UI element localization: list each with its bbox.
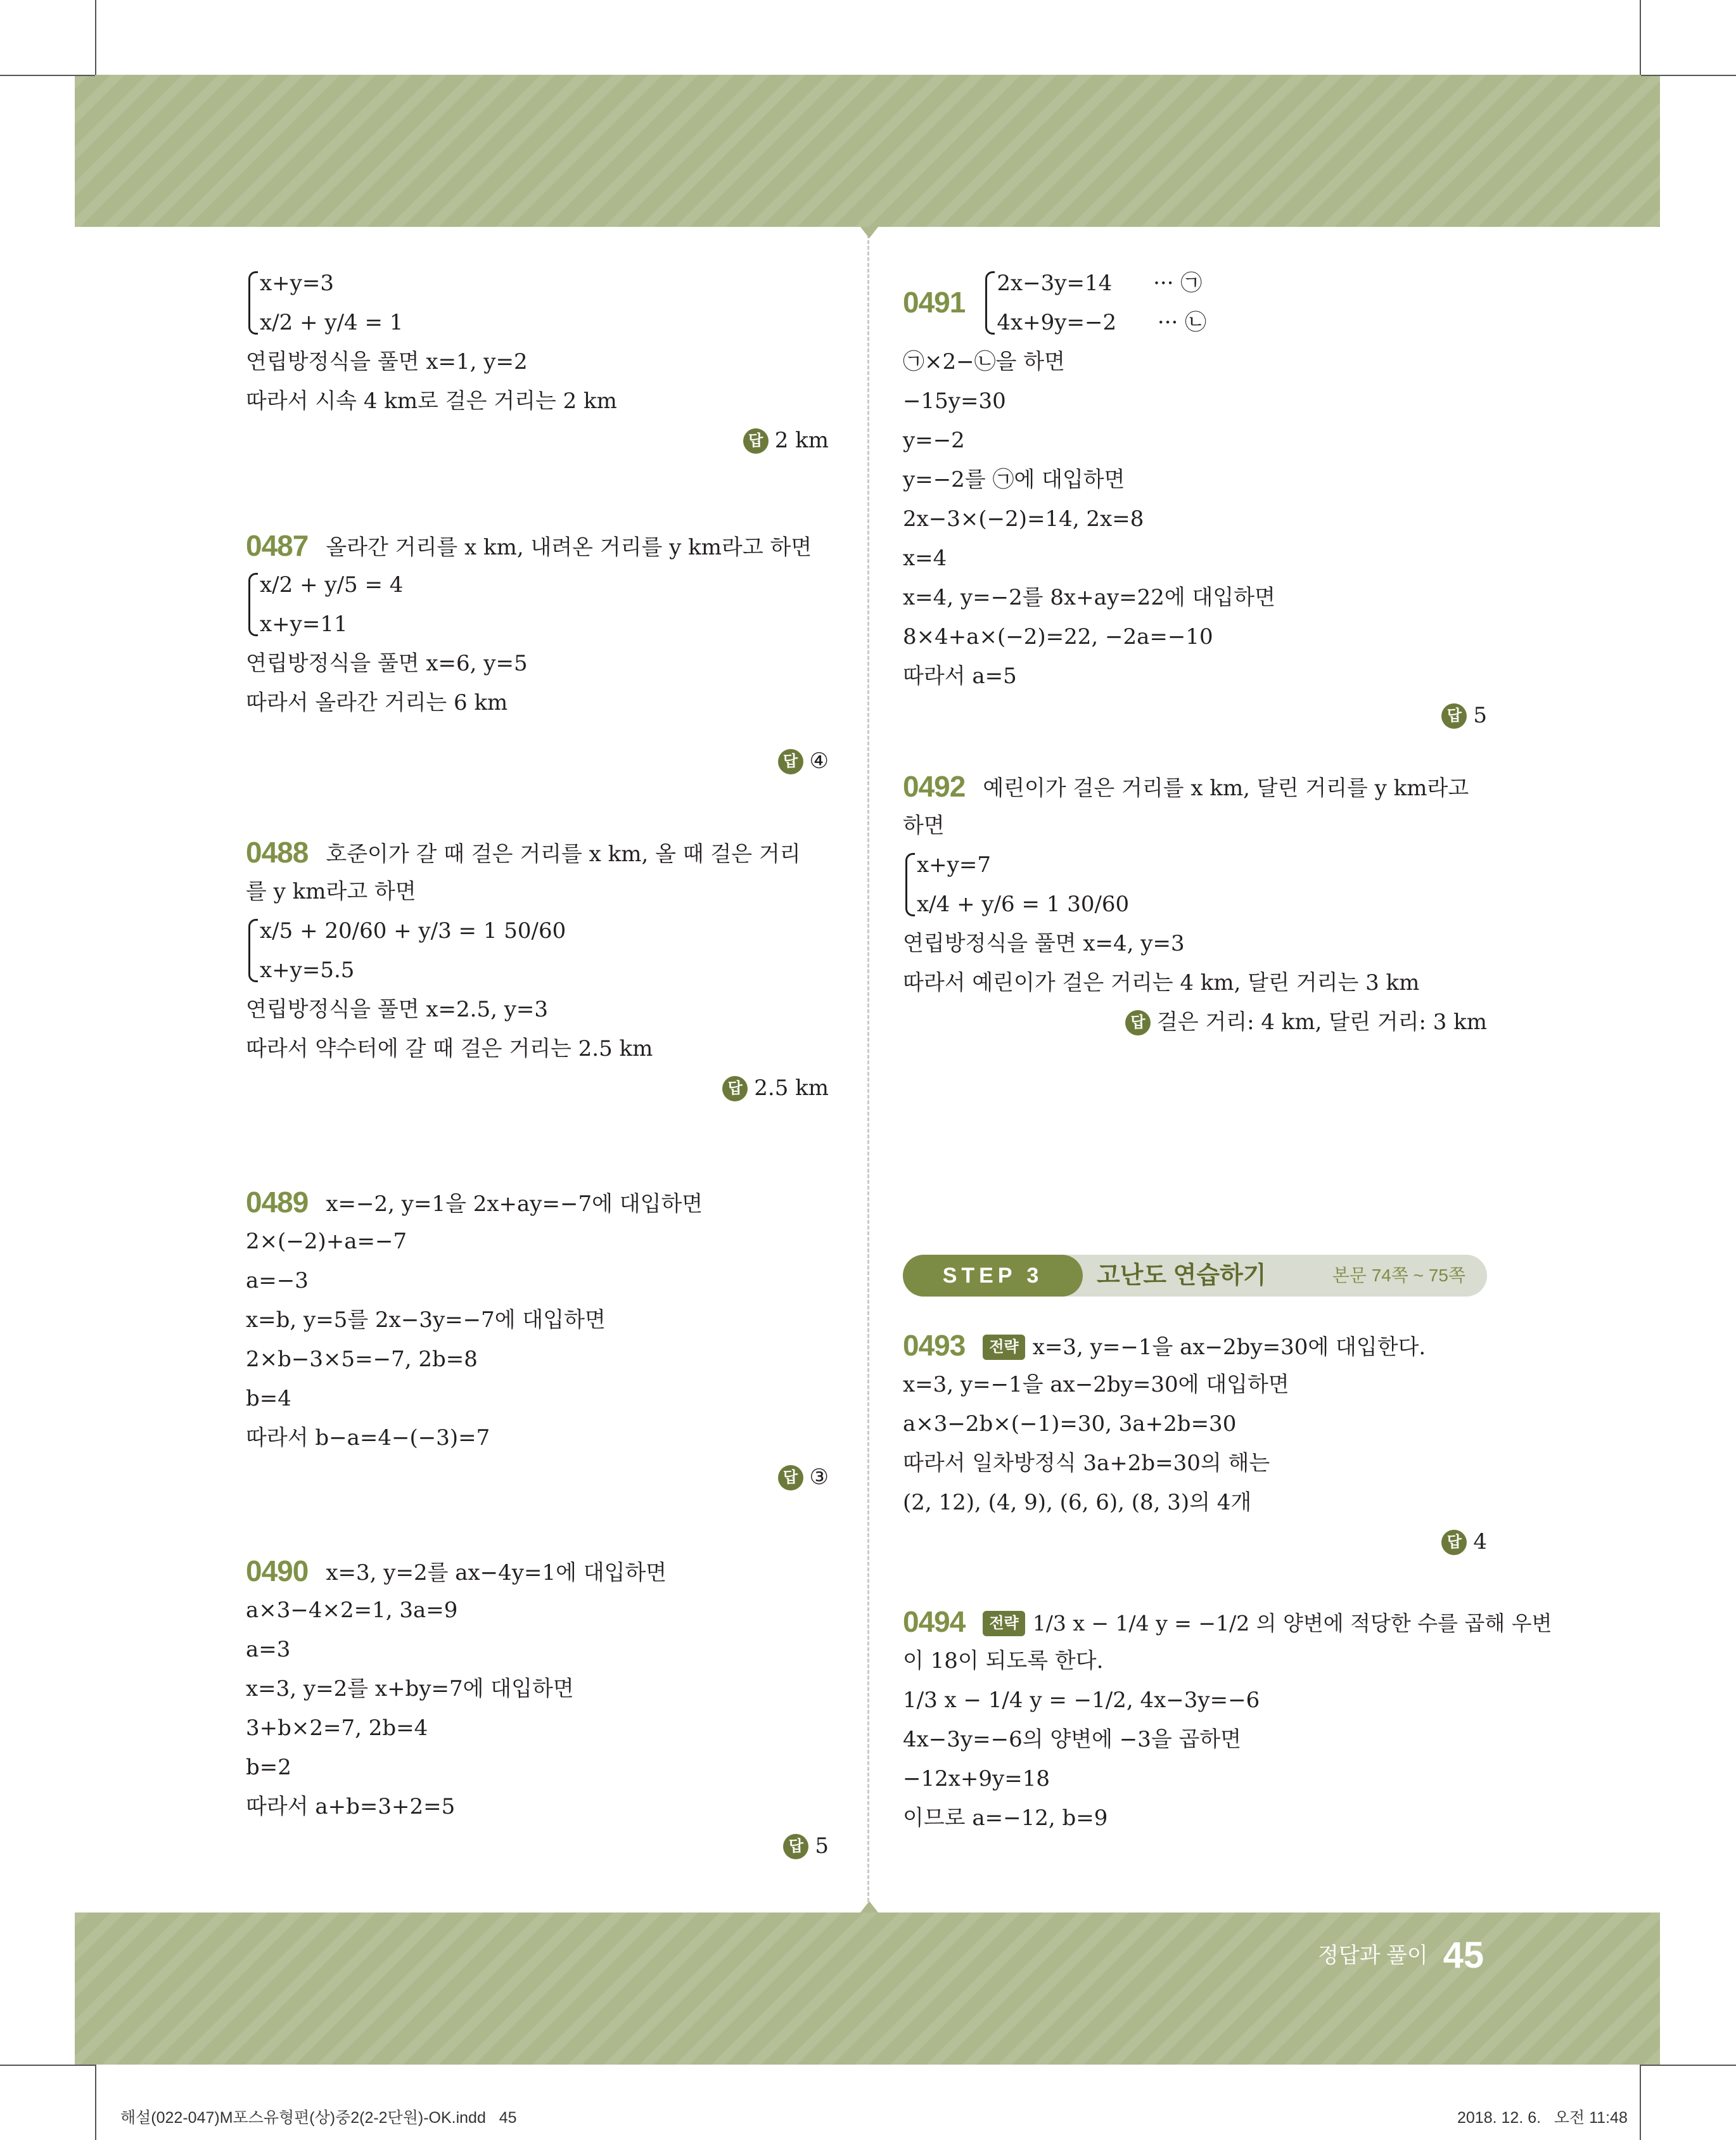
solution-line: 따라서 a+b=3+2=5 (246, 1794, 456, 1819)
answer-badge: 답 (1441, 1530, 1467, 1555)
column-divider (867, 234, 869, 1907)
answer-line (246, 1068, 829, 1108)
crop-mark (1641, 2065, 1736, 2066)
page-number: 45 (1443, 1935, 1484, 1976)
solution-line: b=4 (246, 1386, 291, 1411)
strategy-text: x=3, y=−1을 ax−2by=30에 대입한다. (1032, 1335, 1426, 1360)
answer-value: 4 (1473, 1529, 1487, 1554)
solution-line: x=3, y=−1을 ax−2by=30에 대입하면 (903, 1372, 1289, 1397)
solution-line: 따라서 일차방정식 3a+2b=30의 해는 (903, 1451, 1270, 1476)
solution-line: 2×(−2)+a=−7 (246, 1229, 407, 1254)
problem-header (903, 264, 1487, 342)
divider-notch-top (860, 227, 878, 238)
answer-badge: 답 (743, 428, 769, 454)
solution-line: 2×b−3×5=−7, 2b=8 (246, 1347, 478, 1372)
solution-line: y=−2를 ㉠에 대입하면 (903, 467, 1125, 492)
strategy-text: 1/3 x − 1/4 y = −1/2 의 양변에 적당한 수를 곱해 우변 (1032, 1611, 1552, 1636)
problem-0493 (903, 1326, 1487, 1561)
crop-mark (1640, 2065, 1641, 2140)
problem-0494 (903, 1602, 1552, 1838)
solution-line: 따라서 b−a=4−(−3)=7 (246, 1425, 490, 1451)
problem-header (903, 1326, 1487, 1365)
solution-line: a×3−4×2=1, 3a=9 (246, 1598, 458, 1623)
problem-number: 0489 (246, 1186, 309, 1219)
equation-line: x/5 + 20/60 + y/3 = 1 50/60 (260, 918, 566, 944)
problem-0486-cont (246, 264, 829, 460)
solution-line: a=−3 (246, 1268, 309, 1293)
equation-line: x+y=7 (917, 852, 991, 878)
problem-text: 를 y km라고 하면 (246, 879, 416, 904)
equation-system (983, 264, 1206, 342)
crop-mark (95, 2065, 96, 2140)
answer-value: 5 (1473, 703, 1487, 728)
answer-value: 5 (815, 1833, 829, 1859)
answer-line (903, 1522, 1487, 1561)
solution-line: 연립방정식을 풀면 x=6, y=5 (246, 651, 528, 676)
strategy-tag: 전략 (983, 1335, 1024, 1360)
answer-badge: 답 (778, 1465, 803, 1490)
solution-line: 연립방정식을 풀면 x=4, y=3 (903, 931, 1185, 956)
solution-line: 8×4+a×(−2)=22, −2a=−10 (903, 624, 1213, 650)
problem-text: 하면 (903, 813, 945, 838)
print-timestamp: 2018. 12. 6. 오전 11:48 (1457, 2109, 1628, 2127)
equation-line: 4x+9y=−2 ··· ㉡ (997, 310, 1207, 335)
answer-value: 2.5 km (754, 1075, 829, 1101)
equation-system (246, 565, 829, 644)
equation-line: x+y=3 (260, 271, 334, 296)
problem-text: 호준이가 갈 때 걸은 거리를 x km, 올 때 걸은 거리 (326, 842, 801, 867)
answer-line (246, 1458, 829, 1497)
problem-number: 0488 (246, 836, 309, 869)
section-label: 정답과 풀이 (1318, 1944, 1428, 1968)
problem-header (246, 833, 829, 872)
page-footer (1318, 1934, 1484, 1977)
answer-value: ④ (809, 748, 829, 774)
problem-header (246, 1182, 829, 1222)
answer-badge: 답 (1441, 703, 1467, 729)
strategy-tag: 전략 (983, 1611, 1024, 1636)
equation-line: 2x−3y=14 ··· ㉠ (997, 271, 1203, 296)
crop-mark (1641, 75, 1736, 76)
answer-line (903, 696, 1487, 735)
solution-line: a×3−2b×(−1)=30, 3a+2b=30 (903, 1411, 1237, 1437)
solution-line: −12x+9y=18 (903, 1766, 1050, 1791)
solution-line: 따라서 올라간 거리는 6 km (246, 690, 508, 715)
solution-line: −15y=30 (903, 388, 1006, 414)
answer-line (246, 1826, 829, 1866)
step-section-bar (903, 1255, 1487, 1297)
solution-line: 연립방정식을 풀면 x=2.5, y=3 (246, 997, 549, 1022)
equation-line: x/4 + y/6 = 1 30/60 (917, 892, 1130, 917)
solution-line: 2x−3×(−2)=14, 2x=8 (903, 506, 1144, 532)
solution-line: (2, 12), (4, 9), (6, 6), (8, 3)의 4개 (903, 1490, 1252, 1515)
answer-badge: 답 (778, 749, 803, 774)
answer-value: ③ (809, 1464, 829, 1490)
crop-mark (1640, 0, 1641, 75)
solution-line: 따라서 a=5 (903, 663, 1017, 689)
problem-0487 (246, 526, 829, 781)
solution-line: 연립방정식을 풀면 x=1, y=2 (246, 349, 528, 375)
equation-system (246, 264, 829, 342)
solution-line: ㉠×2−㉡을 하면 (903, 349, 1065, 375)
answer-value: 걸은 거리: 4 km, 달린 거리: 3 km (1156, 1009, 1487, 1035)
problem-0488 (246, 833, 829, 1108)
problem-text: 올라간 거리를 x km, 내려온 거리를 y km라고 하면 (326, 535, 812, 560)
problem-header (903, 1602, 1552, 1641)
step-page-reference: 본문 74쪽 ~ 75쪽 (1332, 1265, 1465, 1285)
equation-system (246, 911, 829, 990)
problem-number: 0487 (246, 529, 309, 562)
solution-line: b=2 (246, 1755, 291, 1780)
solution-line: x=4, y=−2를 8x+ay=22에 대입하면 (903, 585, 1275, 610)
crop-mark (95, 0, 96, 75)
equation-system (903, 845, 1487, 924)
problem-number: 0490 (246, 1554, 309, 1587)
solution-line: x=4 (903, 546, 947, 571)
answer-value: 2 km (774, 428, 829, 453)
problem-number: 0491 (903, 286, 966, 319)
problem-0491 (903, 264, 1487, 735)
solution-line: 4x−3y=−6의 양변에 −3을 곱하면 (903, 1727, 1242, 1752)
problem-header (903, 767, 1487, 806)
step-label: STEP 3 (903, 1255, 1083, 1297)
problem-text: x=−2, y=1을 2x+ay=−7에 대입하면 (326, 1191, 703, 1217)
solution-line: y=−2 (903, 428, 965, 453)
problem-header (246, 1551, 829, 1591)
equation-line: x+y=5.5 (260, 958, 355, 983)
solution-line: 따라서 시속 4 km로 걸은 거리는 2 km (246, 388, 617, 414)
equation-line: x/2 + y/5 = 4 (260, 572, 404, 598)
divider-notch-bottom (860, 1901, 878, 1913)
equation-line: x/2 + y/4 = 1 (260, 310, 404, 335)
solution-line: 이므로 a=−12, b=9 (903, 1805, 1108, 1831)
answer-badge: 답 (1125, 1010, 1151, 1035)
equation-line: x+y=11 (260, 612, 348, 637)
solution-line: 따라서 예린이가 걸은 거리는 4 km, 달린 거리는 3 km (903, 970, 1420, 996)
solution-line: x=3, y=2를 x+by=7에 대입하면 (246, 1676, 574, 1701)
problem-0489 (246, 1182, 829, 1497)
answer-line (903, 1003, 1487, 1042)
solution-line: 따라서 약수터에 갈 때 걸은 거리는 2.5 km (246, 1036, 653, 1061)
problem-0492 (903, 767, 1487, 1042)
answer-line (246, 421, 829, 460)
problem-number: 0493 (903, 1329, 966, 1362)
problem-text: 예린이가 걸은 거리를 x km, 달린 거리를 y km라고 (983, 776, 1469, 801)
problem-number: 0492 (903, 770, 966, 803)
file-slug: 해설(022-047)M포스유형편(상)중2(2-2단원)-OK.indd 45 (120, 2109, 517, 2127)
problem-number: 0494 (903, 1605, 966, 1638)
solution-line: 3+b×2=7, 2b=4 (246, 1715, 428, 1741)
header-band (75, 75, 1660, 227)
problem-0490 (246, 1551, 829, 1866)
solution-line: x=b, y=5를 2x−3y=−7에 대입하면 (246, 1307, 606, 1333)
answer-badge: 답 (722, 1076, 748, 1101)
crop-mark (0, 75, 95, 76)
problem-header (246, 526, 829, 565)
crop-mark (0, 2065, 95, 2066)
solution-line: a=3 (246, 1637, 291, 1662)
answer-line (246, 741, 829, 781)
problem-text: x=3, y=2를 ax−4y=1에 대입하면 (326, 1560, 667, 1586)
step-title: 고난도 연습하기 (1097, 1262, 1267, 1289)
solution-line: 1/3 x − 1/4 y = −1/2, 4x−3y=−6 (903, 1688, 1260, 1713)
strategy-text: 이 18이 되도록 한다. (903, 1648, 1104, 1674)
answer-badge: 답 (783, 1834, 808, 1859)
